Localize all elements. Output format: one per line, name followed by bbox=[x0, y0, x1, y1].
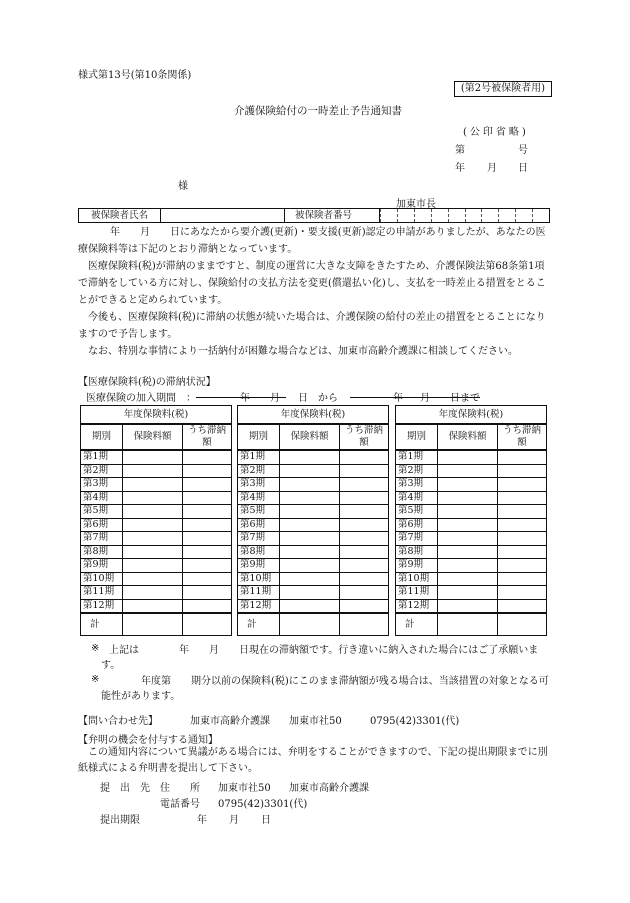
arrears-cell bbox=[340, 586, 389, 600]
period-cell: 第6期 bbox=[81, 518, 123, 532]
date-month: 月 bbox=[487, 163, 497, 174]
premium-cell bbox=[123, 491, 183, 505]
table-row bbox=[238, 464, 389, 478]
period-cell: 第11期 bbox=[396, 586, 438, 600]
addressee-suffix: 様 bbox=[178, 181, 188, 192]
premium-cell bbox=[438, 586, 498, 600]
address-label: 住 所 bbox=[160, 783, 200, 794]
arrears-cell bbox=[183, 505, 232, 519]
arrears-cell bbox=[340, 505, 389, 519]
premium-cell bbox=[438, 478, 498, 492]
table-row bbox=[396, 518, 547, 532]
premium-cell bbox=[280, 572, 340, 586]
table-row bbox=[396, 491, 547, 505]
arrears-cell bbox=[183, 478, 232, 492]
table-row bbox=[396, 559, 547, 573]
arrears-cell bbox=[183, 559, 232, 573]
period-cell: 第8期 bbox=[396, 545, 438, 559]
table-row bbox=[81, 464, 232, 478]
table-row bbox=[81, 586, 232, 600]
premium-cell bbox=[280, 518, 340, 532]
arrears-table bbox=[80, 405, 232, 636]
deadline-day: 日 bbox=[261, 815, 271, 826]
opportunity-text: この通知内容について異議がある場合には、弁明をすることができますので、下記の提出期限までに別紙様式による弁明書を提出して下さい。 bbox=[78, 747, 548, 774]
period-cell: 第9期 bbox=[396, 559, 438, 573]
table-row bbox=[396, 464, 547, 478]
col-period-header: 期別 bbox=[238, 424, 280, 450]
table-year-header: 年度保険料(税) bbox=[81, 406, 232, 425]
period-cell: 第3期 bbox=[238, 478, 280, 492]
opportunity-heading: 【弁明の機会を付与する通知】 bbox=[78, 735, 218, 746]
period-cell: 第2期 bbox=[396, 464, 438, 478]
number-suffix: 号 bbox=[518, 145, 528, 156]
note-text: 年度第 期分以前の保険料(税)にこのまま滞納額が残る場合は、当該措置の対象となる可能性があります。 bbox=[101, 676, 549, 702]
premium-cell bbox=[438, 572, 498, 586]
premium-cell bbox=[438, 450, 498, 464]
premium-cell bbox=[280, 559, 340, 573]
premium-cell bbox=[438, 599, 498, 613]
arrears-cell bbox=[340, 464, 389, 478]
period-cell: 第10期 bbox=[238, 572, 280, 586]
period-cell: 第7期 bbox=[396, 532, 438, 546]
arrears-cell bbox=[340, 532, 389, 546]
premium-cell bbox=[123, 464, 183, 478]
arrears-cell bbox=[183, 532, 232, 546]
period-cell: 第7期 bbox=[238, 532, 280, 546]
inquiry-address: 加東市社50 bbox=[289, 716, 342, 727]
table-row bbox=[396, 586, 547, 600]
table-row bbox=[396, 450, 547, 464]
arrears-cell bbox=[340, 478, 389, 492]
arrears-cell bbox=[498, 505, 547, 519]
form-number: 様式第13号(第10条関係) bbox=[78, 70, 192, 81]
arrears-cell bbox=[498, 572, 547, 586]
body-paragraph: 今後も、医療保険料(税)に滞納の状態が続いた場合は、介護保険の給付の差止の措置をとることになりますので予告します。 bbox=[78, 312, 546, 340]
period-start-month: 月 bbox=[270, 393, 280, 404]
arrears-cell bbox=[183, 586, 232, 600]
arrears-cell bbox=[183, 572, 232, 586]
period-cell: 第10期 bbox=[81, 572, 123, 586]
period-cell: 第10期 bbox=[396, 572, 438, 586]
col-premium-header: 保険料額 bbox=[280, 424, 340, 450]
insured-number-label: 被保険者番号 bbox=[285, 209, 380, 222]
premium-cell bbox=[280, 505, 340, 519]
col-arrears-header: うち滞納額 bbox=[183, 424, 232, 450]
table-row bbox=[81, 599, 232, 613]
table-row bbox=[396, 532, 547, 546]
total-row bbox=[396, 613, 547, 636]
table-row bbox=[238, 572, 389, 586]
premium-cell bbox=[123, 586, 183, 600]
period-cell: 第4期 bbox=[81, 491, 123, 505]
period-cell: 第9期 bbox=[238, 559, 280, 573]
period-cell: 第3期 bbox=[81, 478, 123, 492]
premium-cell bbox=[280, 586, 340, 600]
col-arrears-header: うち滞納額 bbox=[340, 424, 389, 450]
period-cell: 第11期 bbox=[238, 586, 280, 600]
premium-cell bbox=[123, 450, 183, 464]
table-row bbox=[238, 599, 389, 613]
period-cell: 第5期 bbox=[396, 505, 438, 519]
period-cell: 第12期 bbox=[81, 599, 123, 613]
insured-info-row bbox=[78, 208, 550, 223]
period-cell: 第11期 bbox=[81, 586, 123, 600]
premium-cell bbox=[123, 572, 183, 586]
deadline-month: 月 bbox=[229, 815, 239, 826]
premium-cell bbox=[438, 545, 498, 559]
premium-cell bbox=[123, 478, 183, 492]
premium-cell bbox=[280, 545, 340, 559]
table-row bbox=[396, 599, 547, 613]
total-premium-cell bbox=[438, 613, 498, 636]
period-from: から bbox=[318, 393, 338, 404]
name-label: 被保険者氏名 bbox=[79, 209, 161, 222]
premium-cell bbox=[438, 464, 498, 478]
period-end-year: 年 bbox=[393, 393, 403, 404]
col-period-header: 期別 bbox=[81, 424, 123, 450]
period-cell: 第2期 bbox=[81, 464, 123, 478]
arrears-cell bbox=[183, 545, 232, 559]
period-cell: 第3期 bbox=[396, 478, 438, 492]
period-start-year: 年 bbox=[240, 393, 250, 404]
period-cell: 第12期 bbox=[238, 599, 280, 613]
arrears-cell bbox=[340, 572, 389, 586]
inquiry-phone: 0795(42)3301(代) bbox=[370, 716, 460, 727]
premium-cell bbox=[280, 450, 340, 464]
col-premium-header: 保険料額 bbox=[123, 424, 183, 450]
period-cell: 第4期 bbox=[396, 491, 438, 505]
arrears-cell bbox=[498, 491, 547, 505]
premium-cell bbox=[123, 532, 183, 546]
total-arrears-cell bbox=[183, 613, 232, 636]
col-premium-header: 保険料額 bbox=[438, 424, 498, 450]
arrears-table bbox=[395, 405, 547, 636]
premium-cell bbox=[280, 464, 340, 478]
arrears-cell bbox=[340, 491, 389, 505]
period-cell: 第12期 bbox=[396, 599, 438, 613]
table-row bbox=[81, 559, 232, 573]
premium-cell bbox=[280, 478, 340, 492]
table-row bbox=[238, 491, 389, 505]
arrears-cell bbox=[498, 464, 547, 478]
table-row bbox=[238, 478, 389, 492]
table-row bbox=[81, 450, 232, 464]
note-text: 上記は 年 月 日現在の滞納額です。行き違いに納入された場合にはご了承願います。 bbox=[101, 645, 539, 671]
date-year: 年 bbox=[455, 163, 465, 174]
table-row bbox=[238, 505, 389, 519]
table-row bbox=[81, 505, 232, 519]
submit-phone: 0795(42)3301(代) bbox=[218, 799, 308, 810]
arrears-cell bbox=[340, 559, 389, 573]
deadline-year: 年 bbox=[197, 815, 207, 826]
issuer: 加東市長 bbox=[396, 199, 436, 210]
table-row bbox=[396, 572, 547, 586]
premium-cell bbox=[438, 505, 498, 519]
period-cell: 第9期 bbox=[81, 559, 123, 573]
table-row bbox=[81, 545, 232, 559]
body-paragraph: 医療保険料(税)が滞納のままですと、制度の運営に大きな支障をきたすため、介護保険法第68条第1項で滞納をしている方に対し、保険給付の支払方法を変更(償還払い化)し、支払を一時差止る措置をとることができると定められています。 bbox=[78, 261, 546, 306]
document-title: 介護保険給付の一時差止予告通知書 bbox=[234, 105, 402, 117]
premium-cell bbox=[438, 559, 498, 573]
arrears-cell bbox=[183, 491, 232, 505]
phone-label: 電話番号 bbox=[160, 799, 200, 810]
col-arrears-header: うち滞納額 bbox=[498, 424, 547, 450]
arrears-cell bbox=[183, 450, 232, 464]
arrears-cell bbox=[340, 545, 389, 559]
period-cell: 第4期 bbox=[238, 491, 280, 505]
inquiry-dept: 加東市高齢介護課 bbox=[190, 716, 270, 727]
arrears-cell bbox=[498, 599, 547, 613]
arrears-cell bbox=[498, 559, 547, 573]
arrears-cell bbox=[340, 599, 389, 613]
table-row bbox=[396, 478, 547, 492]
total-arrears-cell bbox=[340, 613, 389, 636]
table-row bbox=[81, 518, 232, 532]
total-label: 計 bbox=[81, 613, 123, 636]
table-year-header: 年度保険料(税) bbox=[238, 406, 389, 425]
total-premium-cell bbox=[280, 613, 340, 636]
premium-cell bbox=[438, 518, 498, 532]
arrears-cell bbox=[498, 478, 547, 492]
period-cell: 第2期 bbox=[238, 464, 280, 478]
arrears-cell bbox=[498, 450, 547, 464]
arrears-table bbox=[237, 405, 389, 636]
premium-cell bbox=[123, 559, 183, 573]
table-row bbox=[238, 545, 389, 559]
arrears-cell bbox=[183, 599, 232, 613]
table-row bbox=[81, 532, 232, 546]
table-row bbox=[81, 572, 232, 586]
deadline-label: 提出期限 bbox=[100, 815, 140, 826]
arrears-cell bbox=[498, 586, 547, 600]
premium-cell bbox=[280, 599, 340, 613]
table-row bbox=[396, 505, 547, 519]
table-row bbox=[81, 491, 232, 505]
table-row bbox=[238, 532, 389, 546]
premium-cell bbox=[280, 491, 340, 505]
period-cell: 第7期 bbox=[81, 532, 123, 546]
period-cell: 第5期 bbox=[238, 505, 280, 519]
body-text bbox=[78, 224, 550, 360]
note-mark: ※ bbox=[91, 643, 100, 654]
period-cell: 第1期 bbox=[238, 450, 280, 464]
number-prefix: 第 bbox=[455, 145, 465, 156]
premium-cell bbox=[438, 491, 498, 505]
col-period-header: 期別 bbox=[396, 424, 438, 450]
premium-cell bbox=[123, 518, 183, 532]
period-cell: 第8期 bbox=[238, 545, 280, 559]
table-row bbox=[238, 450, 389, 464]
insured-number-boxes bbox=[380, 209, 549, 222]
period-cell: 第1期 bbox=[396, 450, 438, 464]
period-cell: 第6期 bbox=[238, 518, 280, 532]
period-end-day: 日まで bbox=[450, 393, 480, 404]
table-row bbox=[396, 545, 547, 559]
total-row bbox=[81, 613, 232, 636]
premium-cell bbox=[123, 545, 183, 559]
total-label: 計 bbox=[238, 613, 280, 636]
arrears-cell bbox=[498, 532, 547, 546]
submit-dept: 加東市高齢介護課 bbox=[289, 783, 369, 794]
total-arrears-cell bbox=[498, 613, 547, 636]
arrears-cell bbox=[340, 518, 389, 532]
table-row bbox=[238, 518, 389, 532]
period-label: 医療保険の加入期間 ： bbox=[86, 393, 196, 404]
total-row bbox=[238, 613, 389, 636]
arrears-cell bbox=[340, 450, 389, 464]
note-mark: ※ bbox=[91, 674, 100, 685]
inquiry-label: 【問い合わせ先】 bbox=[78, 716, 158, 727]
insured-type-badge: (第2号被保険者用) bbox=[454, 81, 552, 97]
arrears-cell bbox=[498, 545, 547, 559]
total-premium-cell bbox=[123, 613, 183, 636]
period-cell: 第1期 bbox=[81, 450, 123, 464]
body-paragraph: 年 月 日にあなたから要介護(更新)・要支援(更新)認定の申請がありましたが、あなたの医療保険料等は下記のとおり滞納となっています。 bbox=[78, 227, 546, 255]
seal-omitted: (公印省略) bbox=[463, 127, 529, 138]
table-row bbox=[238, 586, 389, 600]
premium-cell bbox=[438, 532, 498, 546]
table-row bbox=[238, 559, 389, 573]
date-day: 日 bbox=[518, 163, 528, 174]
table-year-header: 年度保険料(税) bbox=[396, 406, 547, 425]
table-row bbox=[81, 478, 232, 492]
submit-label: 提 出 先 bbox=[100, 783, 150, 794]
period-cell: 第8期 bbox=[81, 545, 123, 559]
period-cell: 第5期 bbox=[81, 505, 123, 519]
arrears-heading: 【医療保険料(税)の滞納状況】 bbox=[78, 377, 216, 388]
arrears-cell bbox=[183, 518, 232, 532]
total-label: 計 bbox=[396, 613, 438, 636]
premium-cell bbox=[280, 532, 340, 546]
period-cell: 第6期 bbox=[396, 518, 438, 532]
body-paragraph: なお、特別な事情により一括納付が困難な場合などは、加東市高齢介護課に相談してください。 bbox=[88, 346, 518, 357]
arrears-cell bbox=[183, 464, 232, 478]
premium-cell bbox=[123, 599, 183, 613]
period-start-day: 日 bbox=[298, 393, 308, 404]
arrears-cell bbox=[498, 518, 547, 532]
period-end-month: 月 bbox=[420, 393, 430, 404]
premium-cell bbox=[123, 505, 183, 519]
submit-address: 加東市社50 bbox=[218, 783, 271, 794]
name-value bbox=[161, 209, 285, 222]
